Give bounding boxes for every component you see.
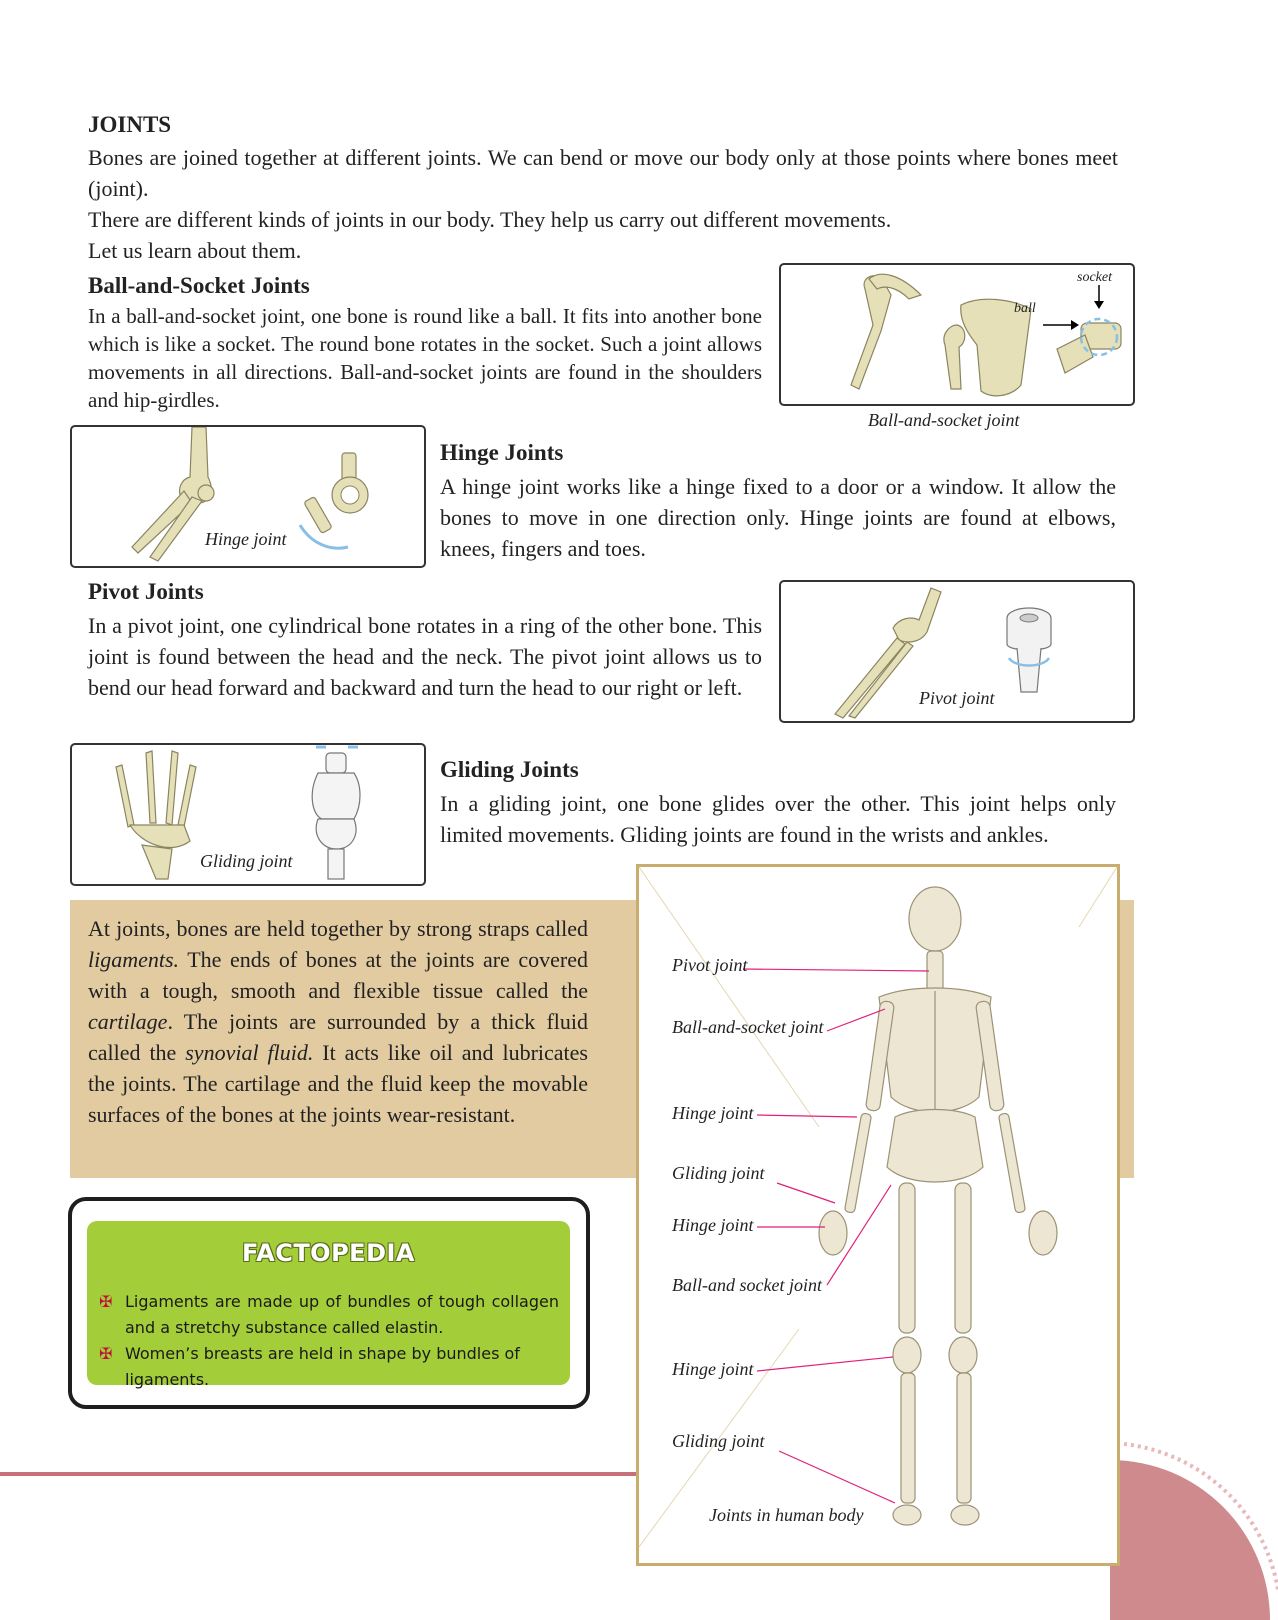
- skeleton-label-pivot: Pivot joint: [672, 955, 748, 975]
- heading-ball-socket: Ball-and-Socket Joints: [88, 273, 310, 298]
- footer-rule: [0, 1472, 640, 1476]
- hinge-text: A hinge joint works like a hinge fixed to a door or a window. It allow the bones to move in one direction only. Hinge joints are found at elbows, knees, fingers and toes.: [440, 474, 1116, 561]
- term-cartilage: cartilage: [88, 1009, 168, 1034]
- info-band-text: [88, 913, 588, 1130]
- skeleton-label-knee: Hinge joint: [672, 1359, 754, 1379]
- skeleton-label-hip: Ball-and socket joint: [672, 1275, 822, 1295]
- heading-gliding: Gliding Joints: [440, 757, 579, 782]
- ball-socket-figure: [779, 263, 1135, 406]
- caption-gliding: Gliding joint: [200, 851, 293, 871]
- skeleton-label-wrist: Gliding joint: [672, 1163, 765, 1183]
- info-text-part: The ends of bones at the joints are covered with a tough, smooth and flexible tissue called the: [88, 947, 588, 1003]
- cross-bullet-icon: ✠: [99, 1344, 113, 1363]
- joints-intro-paragraph: Bones are joined together at different joints. We can bend or move our body only at those points where bones meet (joint).: [88, 145, 1118, 201]
- skeleton-label-finger: Hinge joint: [672, 1215, 754, 1235]
- factopedia-item: [99, 1341, 559, 1393]
- info-text-part: It acts like oil and lubricates the joints. The cartilage and the fluid keep the movable surfaces of the bones at the joints wear-resistant.: [88, 1040, 588, 1127]
- factopedia-item-text: Women’s breasts are held in shape by bundles of ligaments.: [125, 1344, 520, 1389]
- info-text-part: At joints, bones are held together by strong straps called: [88, 916, 588, 941]
- factopedia-item-text: Ligaments are made up of bundles of tough collagen and a stretchy substance called elastin.: [125, 1292, 559, 1337]
- gliding-figure: [70, 743, 426, 886]
- label-socket: socket: [1077, 270, 1112, 285]
- hinge-figure: [70, 425, 426, 568]
- cross-bullet-icon: ✠: [99, 1292, 113, 1311]
- factopedia-title: FACTOPEDIA: [241, 1239, 415, 1267]
- pivot-text: In a pivot joint, one cylindrical bone rotates in a ring of the other bone. This joint is found between the head and the neck. The pivot joint allows us to bend our head forward and backward and turn the head to our right or left.: [88, 613, 762, 700]
- section-heading-joints: JOINTS: [88, 112, 172, 137]
- ball-socket-text: In a ball-and-socket joint, one bone is round like a ball. It fits into another bone which is like a socket. The round bone rotates in the socket. Such a joint allows movements in all directions. Ball-and-socket joints are found in the shoulders and hip-girdles.: [88, 304, 762, 412]
- skeleton-label-shoulder: Ball-and-socket joint: [672, 1017, 824, 1037]
- caption-pivot: Pivot joint: [919, 688, 995, 708]
- skeleton-label-elbow: Hinge joint: [672, 1103, 754, 1123]
- factopedia-panel: [87, 1221, 570, 1389]
- corner-decoration: [1110, 1440, 1278, 1620]
- term-ligaments: ligaments.: [88, 947, 180, 972]
- heading-hinge: Hinge Joints: [440, 440, 564, 465]
- skeleton-figure: [636, 864, 1120, 1566]
- caption-hinge: Hinge joint: [205, 529, 287, 549]
- skeleton-label-ankle: Gliding joint: [672, 1431, 765, 1451]
- joints-intro-line2: There are different kinds of joints in our body. They help us carry out different movements.: [88, 207, 892, 232]
- gliding-text: In a gliding joint, one bone glides over the other. This joint helps only limited movements. Gliding joints are found in the wrists and ankles.: [440, 791, 1116, 847]
- skeleton-caption: Joints in human body: [709, 1505, 864, 1525]
- factopedia-item: [99, 1289, 559, 1341]
- heading-pivot: Pivot Joints: [88, 579, 204, 604]
- joints-intro-line3: Let us learn about them.: [88, 238, 302, 263]
- label-ball: ball: [1014, 301, 1036, 316]
- term-synovial-fluid: synovial fluid.: [185, 1040, 314, 1065]
- caption-ball-socket: Ball-and-socket joint: [868, 410, 1020, 430]
- pivot-figure: [779, 580, 1135, 723]
- info-text-part: . The joints are surrounded by a thick fluid called the: [88, 1009, 588, 1065]
